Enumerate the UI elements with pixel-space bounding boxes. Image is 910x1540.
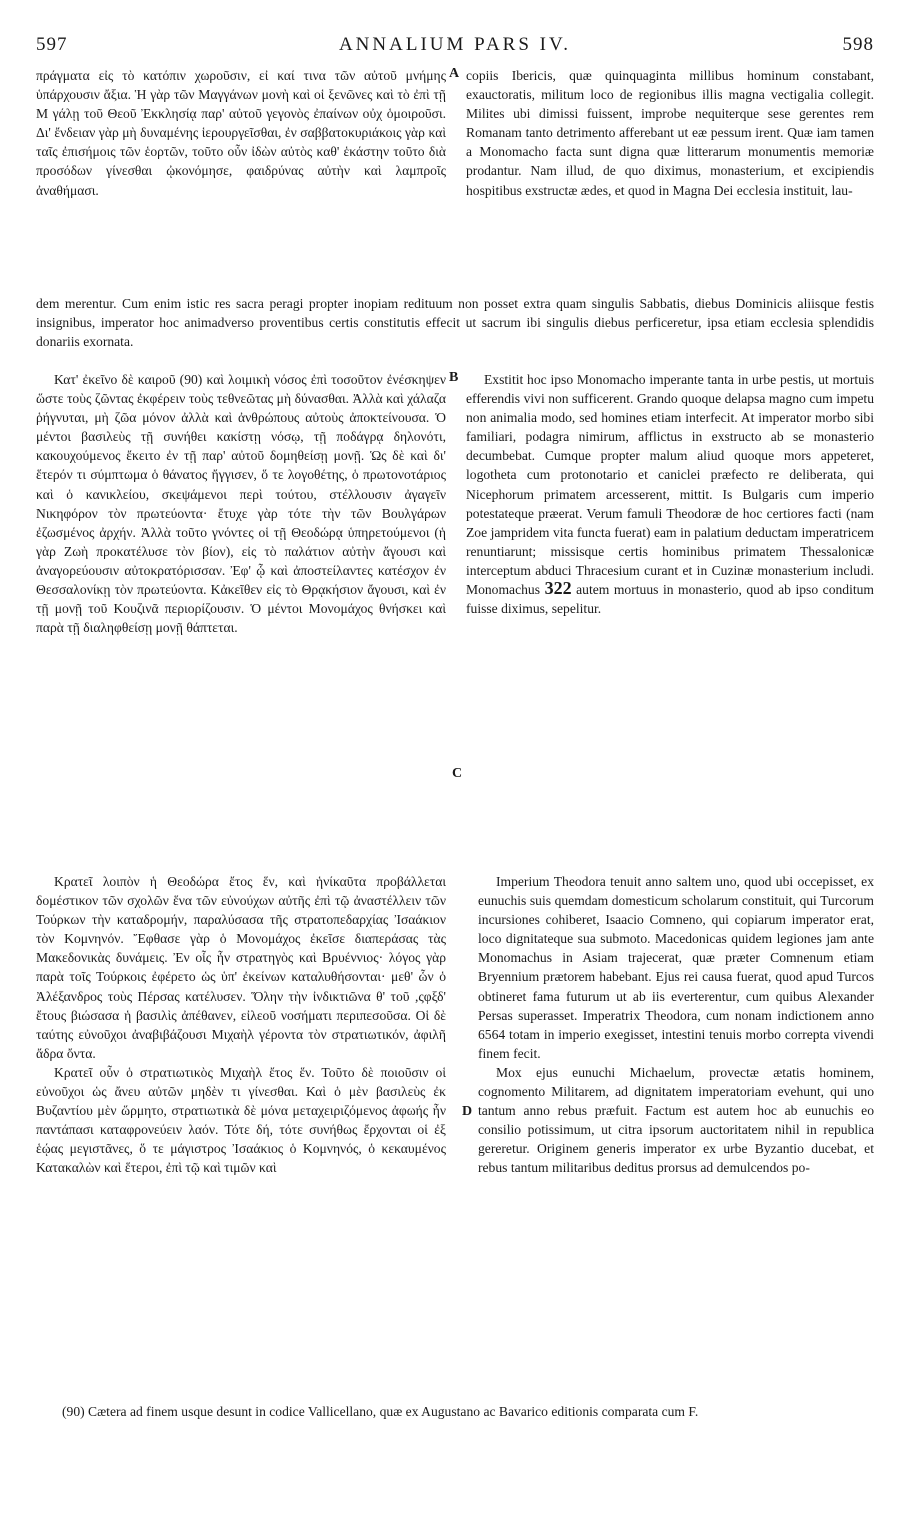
running-title: ANNALIUM PARS IV. xyxy=(338,34,572,55)
margin-letter-c: C xyxy=(452,766,463,781)
greek-column-section-a xyxy=(36,66,446,200)
latin-column-section-a xyxy=(466,66,874,200)
latin-text: autem mortuus in monasterio, quod ab ipso conditum fuisse diximus, sepelitur. xyxy=(466,582,875,617)
latin-paragraph: dem merentur. Cum enim istic res sacra peragi propter inopiam redituum non posset extra quam singulis Sabbatis, diebus Dominicis aliisque festis insignibus, imperator hoc animadverso proventibus certis constitutis effecit ut sacrum ibi singulis diebus perficeretur, ipsa etiam ecclesia splendidis donariis exornata. xyxy=(36,296,874,350)
greek-column-section-b xyxy=(36,370,446,637)
greek-paragraph: Κρατεῖ λοιπὸν ἡ Θεοδώρα ἔτος ἕν, καὶ ἡνίκαῦτα προβάλλεται δομέστικον τῶν σχολῶν ἕνα τῶν εὐνούχων αὐτῆς ἐπὶ τῷ ἀναστέλλειν τῶν Τούρκων τὴν καταδρομήν, παραλύσασα τῆς στρατοπεδαρχίας Ἰσαάκιον τὸν Κομνηνόν. Ἔφθασε γὰρ ὁ Μονομάχος ἐκεῖσε διαπεράσας τὰς Μακεδονικὰς δυνάμεις. Ἐν οἷς ἦν στρατηγὸς καὶ Βρυέννιος· λόγος γὰρ παρὰ τοῖς Τούρκοις ἐφέρετο ὡς ὑπ' ἐκείνων καταλυθήσονται· μεθ' ὧν ὁ Ἀλέξανδρος τοὺς Πέρσας κατέλυσεν. Ὅλην τὴν ἰνδικτιῶνα θ' τοῦ ,ςφξδ' ἔτους βιώσασα ἡ βασιλὶς ἀπέθανεν, εἰλεοῦ νοσήματι περιπεσοῦσα. Οἱ δὲ ταύτης εὐνοῦχοι ἀναβιβάζουσι Μιχαὴλ γέροντα τὸν στρατιωτικόν, ἀφιλῆ ἄδρα ὄντα. xyxy=(36,874,446,1061)
greek-column-section-c xyxy=(36,872,446,1178)
margin-letter-d: D xyxy=(462,1104,473,1119)
margin-letter-b: B xyxy=(449,370,459,385)
footnote: (90) Cætera ad finem usque desunt in codice Vallicellano, quæ ex Augustano ac Bavarico editionis comparata cum F. xyxy=(62,1404,699,1419)
latin-column-section-b xyxy=(466,370,874,618)
latin-paragraph: Mox ejus eunuchi Michaelum, provectæ ætatis hominem, cognomento Militarem, ad dignitatem imperatoriam evehunt, qui uno tantum anno rebus præfuit. Factum est autem hoc ab eunuchis eo consilio potissimum, ut citra ipsorum auctoritatem nihil in republica gereretur. Originem generis imperator ex urbe Byzantio ducebat, et rebus tantum militaribus deditus prorsus ad demulcendos po- xyxy=(478,1064,874,1176)
latin-paragraph xyxy=(466,370,874,618)
latin-full-width-continuation xyxy=(36,294,874,351)
latin-text: Exstitit hoc ipso Monomacho imperante tanta in urbe pestis, ut mortuis efferendis vivi non sufficerent. Grando quoque delapsa magno cum impetu non animalia modo, sed homines etiam interfecit. At imperator morbo sibi familiari, podagra nimirum, afflictus in exstructo ab se monasterio decumbebat. Cumque propter malum aliud quoque mors appeteret, logotheta cum protonotario et caniclei præfecto re deliberata, qui Nicephorum primatem arcesserent, mittit. Is Bulgaris cum imperio potestateque præerat. Verum famuli Theodoræ de hoc certiores facti (nam Zoe jampridem vita functa fuerat) eam in palatium deductam imperatricem renuntiarunt; missisque certis hominibus primatem Thessalonicæ interceptum abduci Thracesium curant et in Cuzinæ monasterium includi. Monomachus xyxy=(466,372,874,598)
latin-paragraph: copiis Ibericis, quæ quinquaginta millibus hominum constabant, exauctoratis, militum loco de regionibus illis magna vectigalia collegit. Milites ubi dimissi fuissent, improbe nequiterque sese gerentes rem Romanam tanto detrimento afferebant ut eæ pessum irent. Quæ iam tamen a Monomacho facta sunt digna quæ litterarum monumentis memoriæ prodantur. Nam illud, de quo diximus, monasterium, et excipiendis hospitibus exstructæ ædes, et quod in Magna Dei ecclesia instituit, lau- xyxy=(466,68,874,198)
greek-paragraph: Κατ' ἐκεῖνο δὲ καιροῦ (90) καὶ λοιμικὴ νόσος ἐπὶ τοσοῦτον ἐνέσκηψεν ὥστε τοὺς ζῶντας ἐκφέρειν τοὺς τεθνεῶτας μὴ δύνασθαι. Ἀλλὰ καὶ χάλαζα ῥήγνυται, μὴ ζῶα μόνον ἀλλὰ καὶ ἀνθρώπους αὐτοὺς ἀποκτείνουσα. Ὁ μέντοι βασιλεὺς τῇ συνήθει κακίστῃ νόσῳ, τῇ ποδάγρᾳ δηλονότι, κακουχούμενος ἔκειτο ἐν τῇ παρ' αὐτοῦ δομηθείσῃ μονῇ. Ὡς δὲ καὶ δι' ἕτερόν τι σύμπτωμα ὁ θάνατος ἤγγισεν, ὅ τε λογοθέτης, ὁ πρωτονοτάριος καὶ ὁ κανικλείου, σκεψάμενοι περὶ τούτου, στέλλουσιν ἀγαγεῖν Νικηφόρον τὸν πρωτεύοντα· ἔτυχε γὰρ τότε τὴν τῶν Βουλγάρων ἐζωσμένος ἀρχήν. Ἀλλὰ τοῦτο γνόντες οἱ τῇ Θεοδώρᾳ ὑπηρετούμενοι (ἡ γὰρ Ζωὴ προκατέλυσε τὸν βίον), εἰς τὸ παλάτιον αὐτὴν ἄγουσι καὶ ἀναγορεύουσιν αὐτοκρατόρισσαν. Ἐφ' ᾧ καὶ ἀποστείλαντες κατέσχον ἐν Θεσσαλονίκῃ τὸν πρωτεύοντα. Κἀκεῖθεν εἰς τὸ Θρᾳκήσιον ἄγουσι, καὶ ἐν τῇ μονῇ τοῦ Κουζινᾶ περιορίζουσιν. Ὁ μέντοι Μονομάχος θνήσκει καὶ παρὰ τῇ διαληφθείσῃ μονῇ θάπτεται. xyxy=(36,372,446,636)
running-header xyxy=(36,34,874,56)
page-number-right: 598 xyxy=(842,34,874,55)
column-number: 322 xyxy=(544,578,572,599)
latin-column-section-c xyxy=(478,872,874,1178)
latin-paragraph: Imperium Theodora tenuit anno saltem uno, quod ubi occepisset, ex eunuchis suis quemdam domesticum scholarum constituit, qui Turcorum incursiones cohiberet, Isaacio Comneno, qui copiarum imperator erat, loco dignitateque sua submoto. Macedonicas quidem legiones jam ante Monomachus in Asiam trajecerat, quæ præter Comnenum etiam Bryennium prætorem habebant. Ejus rei causa fuerat, quod apud Turcos obtineret fama futurum ut ab iis everterentur, cum quibus Alexander Persas superasset. Imperatrix Theodora, cum nonam indictionem anno 6564 totam in imperio exegisset, intestini tenuis morbo correpta vivendi finem fecit. xyxy=(478,874,874,1061)
greek-paragraph: Κρατεῖ οὖν ὁ στρατιωτικὸς Μιχαὴλ ἔτος ἕν. Τοῦτο δὲ ποιοῦσιν οἱ εὐνοῦχοι ὡς ἄνευ αὐτῶν μηδὲν τι γίνεσθαι. Καὶ ὁ μὲν βασιλεὺς ἐκ Βυζαντίου μὲν ὥρμητο, στρατιωτικὰ δὲ μόνα μεταχειριζόμενος ἀφωής ἦν παντάπασι καταφρονεύειν λαόν. Τότε δή, τότε συνήθως ἔρχονται οἱ ἐξ ἑῴας μεγιστᾶνες, ὅ τε μάγιστρος Ἰσαάκιος ὁ Κομνηνός, ὁ κεκαυμένος Κατακαλὼν καὶ ἕτεροι, ἐπὶ τῷ καὶ τιμῶν καὶ xyxy=(36,1064,446,1176)
margin-letter-a: A xyxy=(449,66,460,81)
greek-paragraph: πράγματα εἰς τὸ κατόπιν χωροῦσιν, εἰ καί τινα τῶν αὐτοῦ μνήμης ὑπάρχουσιν ἄξια. Ἡ γὰρ τῶν Μαγγάνων μονὴ καὶ οἱ ξενῶνες καὶ τὸ ἐπὶ τῇ Μ γάλῃ τοῦ Θεοῦ Ἐκκλησίᾳ παρ' αὐτοῦ γεγονὸς ἐπαίνων οὐχ ὁμοιροῦσι. Δι' ἔνδειαν γὰρ μὴ δυναμένης ἱερουργεῖσθαι, ἐν σαββατοκυριάκοις γὰρ καὶ ταῖς ἐπισήμοις τῶν ἑορτῶν, τοῦτο οὖν ἰδὼν αὐτὸς καθ' ἑκάστην τοῦτο διὰ προσόδων γίνεσθαι ᾠκονόμησε, φαιδρύνας αὐτὴν καὶ λαμπροῖς ἀναθήμασι. xyxy=(36,68,446,198)
page-number-left: 597 xyxy=(36,34,68,55)
